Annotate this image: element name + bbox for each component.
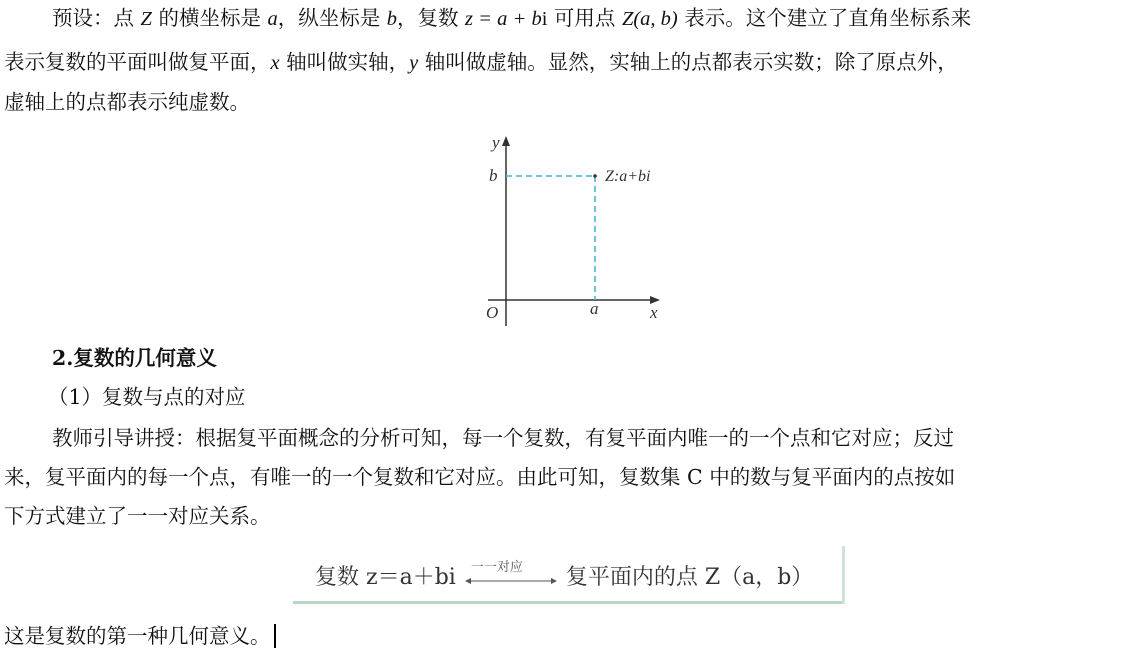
math-a: a [267, 8, 278, 30]
bijection-arrow [463, 560, 559, 590]
b-tick-label: b [489, 166, 498, 185]
para1-line2 [4, 48, 958, 77]
math-z: Z [140, 8, 152, 30]
text: 轴叫做实轴， [279, 50, 410, 74]
arrow-label: 一一对应 [470, 560, 523, 575]
text: ，复数 [397, 6, 466, 30]
section-para-line3: 下方式建立了一一对应关系。 [4, 504, 271, 528]
closing-text: 这是复数的第一种几何意义。 [4, 624, 271, 648]
para1-line1 [52, 4, 971, 33]
section-para-line2: 来，复平面内的每一个点，有唯一的一个复数和它对应。由此可知，复数集 C 中的数与复平面内的点按如 [4, 465, 956, 489]
text: 预设：点 [52, 6, 141, 30]
subsection-heading: （1）复数与点的对应 [48, 385, 246, 409]
origin-label: O [486, 303, 499, 322]
mapping-content [315, 560, 813, 591]
math-b: b [386, 8, 398, 30]
text: 可用点 [547, 6, 622, 30]
text: 表示复数的平面叫做复平面， [4, 50, 271, 74]
y-axis-arrow-icon [502, 136, 510, 146]
math-y: y [409, 52, 419, 74]
text: 虚轴上的点都表示纯虚数。 [4, 90, 250, 114]
formula-z: z = a + b [465, 8, 542, 30]
x-label: x [650, 303, 658, 322]
y-label: y [492, 133, 500, 152]
text: 的横坐标是 [151, 6, 268, 30]
a-tick-label: a [590, 299, 599, 318]
imag-unit: i [541, 8, 548, 30]
complex-plane-diagram [468, 128, 668, 328]
math-x: x [270, 52, 280, 74]
para1-line3 [4, 88, 250, 116]
text: 表示。这个建立了直角坐标系来 [677, 6, 972, 30]
closing-line [4, 622, 276, 650]
text: ，纵坐标是 [277, 6, 387, 30]
point-z-dot [593, 174, 597, 178]
mapping-figure [293, 546, 845, 604]
text: 轴叫做虚轴。显然，实轴上的点都表示实数；除了原点外， [418, 50, 958, 74]
mapping-right: 复平面内的点 Z（a，b） [565, 565, 814, 590]
box-border-bottom [293, 601, 845, 604]
text-cursor[interactable] [274, 624, 276, 648]
point-label: Z:a+bi [605, 168, 651, 185]
double-arrow-icon [463, 566, 559, 590]
mapping-left: 复数 z＝a＋bi [315, 565, 456, 590]
section-heading: 2.复数的几何意义 [52, 346, 217, 370]
box-border-right [842, 546, 845, 604]
point-z: Z(a, b) [621, 8, 678, 30]
section-para-line1: 教师引导讲授：根据复平面概念的分析可知，每一个复数，有复平面内唯一的一个点和它对应；反过 [52, 426, 954, 450]
